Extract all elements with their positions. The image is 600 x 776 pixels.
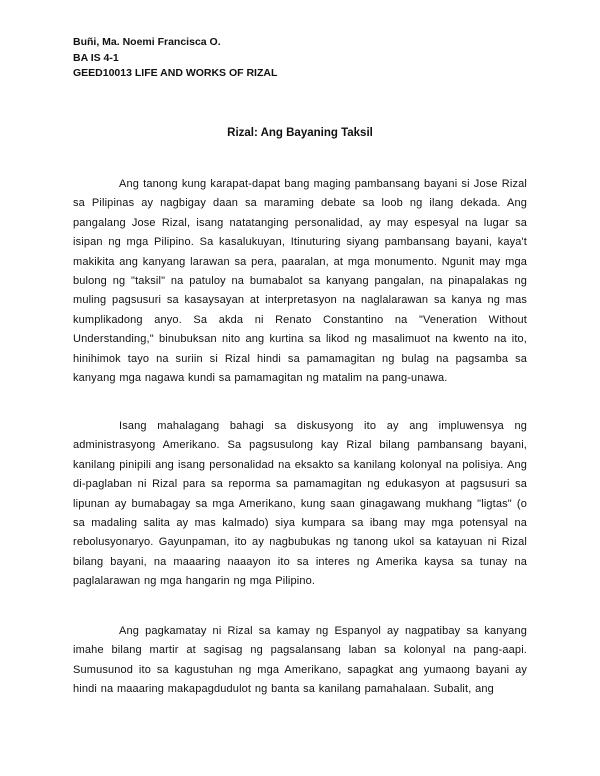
document-header [73,35,277,82]
paragraph-2: Isang mahalagang bahagi sa diskusyong ito ay ang impluwensya ng administrasyong Amerikano. Sa pagsusulong kay Rizal bilang pambansang bayani, kanilang pinipili ang isang personalidad na eksakto sa kanilang kolonyal na polisiya. Ang di-paglaban ni Rizal para sa reporma sa pamamagitan ng edukasyon at pagsusuri sa lipunan ay bumabagay sa mga Amerikano, kung saan ginagawang mukhang "ligtas" (o sa madaling salita ay mas kalmado) siya kumpara sa ibang may mga potensyal na rebolusyonaryo. Gayunpaman, ito ay nagbubukas ng tanong ukol sa katayuan ni Rizal bilang bayani, na maaaring naaayon ito sa interes ng Amerika kaysa sa tunay na paglalarawan ng mga hangarin ng mga Pilipino. [73,420,527,588]
essay-title: Rizal: Ang Bayaning Taksil [227,127,373,139]
author-name: Buñi, Ma. Noemi Francisca O. [73,36,221,48]
course-title: GEED10013 LIFE AND WORKS OF RIZAL [73,67,278,79]
paragraph-3: Ang pagkamatay ni Rizal sa kamay ng Espanyol ay nagpatibay sa kanyang imahe bilang martir at sagisag ng pagsalansang laban sa kolonyal na pang-aapi. Sumusunod ito sa kagustuhan ng mga Amerikano, sapagkat ang yumaong bayani ay hindi na maaaring makapagdudulot ng banta sa kanilang pamahalaan. Subalit, ang [73,625,527,696]
paragraph-1: Ang tanong kung karapat-dapat bang maging pambansang bayani si Jose Rizal sa Pilipinas ay nagbigay daan sa maraming debate sa loob ng ilang dekada. Ang pangalang Jose Rizal, isang natatanging personalidad, ay may espesyal na lugar sa isipan ng mga Pilipino. Sa kasalukuyan, Itinuturing siyang pambansang bayani, kaya't makikita ang kanyang larawan sa pera, paaralan, at mga monumento. Ngunit may mga bulong ng "taksil" na patuloy na bumabalot sa kanyang pangalan, na pinapalakas ng muling pagsusuri sa kasaysayan at interpretasyon na naglalarawan sa kanya ng mas kumplikadong anyo. Sa akda ni Renato Constantino na "Veneration Without Understanding," binubuksan nito ang kurtina sa likod ng masalimuot na kwento na ito, hinihimok tayo na suriin si Rizal hindi sa pamamagitan ng bulag na pagsamba sa kanyang mga nagawa kundi sa pamamagitan ng matalim na pang-unawa. [73,178,527,385]
class-section: BA IS 4-1 [73,51,119,64]
